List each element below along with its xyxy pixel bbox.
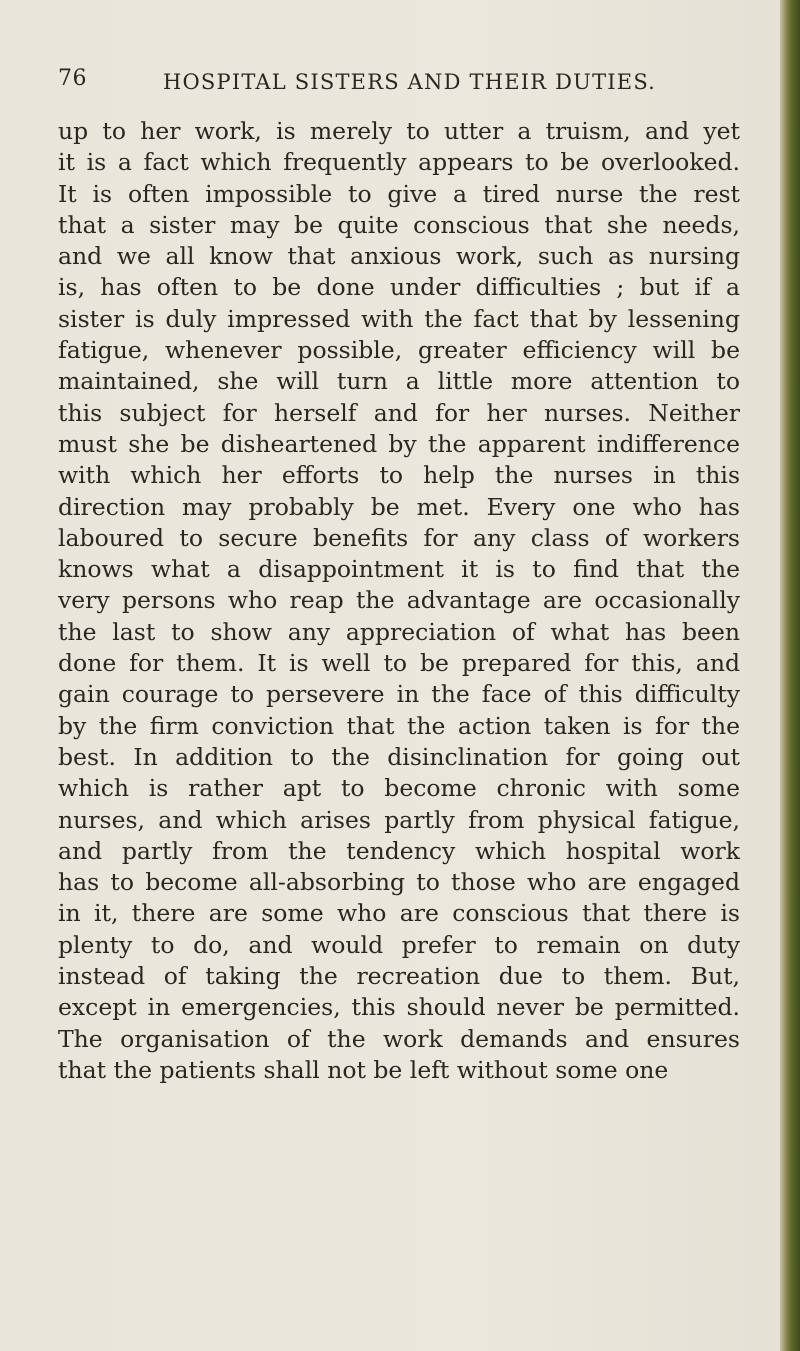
text-line: up to her work, is merely to utter a truism, and yet [58,117,740,145]
text-line: It is often impossible to give a tired nurse the rest [58,179,740,208]
text-line: except in emergencies, this should never be permitted. [58,993,740,1022]
text-line: instead of taking the recreation due to them. But, [58,962,740,991]
page-number: 76 [58,66,87,91]
text-line: knows what a disappointment it is to find that the [58,555,740,584]
text-line: The organisation of the work demands and ensures [58,1024,740,1053]
text-line: with which her efforts to help the nurses in this [58,461,740,490]
text-line: maintained, she will turn a little more attention to [58,367,740,396]
text-line: must she be disheartened by the apparent indifference [58,429,740,458]
text-line: which is rather apt to become chronic with some [58,774,740,803]
page-edge [780,0,800,1351]
text-line: plenty to do, and would prefer to remain on duty [58,930,740,959]
text-line: has to become all-absorbing to those who are engaged [58,868,740,897]
text-line: fatigue, whenever possible, greater efficiency will be [58,336,740,365]
page-header [58,66,758,106]
text-line: sister is duly impressed with the fact that by lessening [58,304,740,333]
text-line: is, has often to be done under difficulties ; but if a [58,273,740,302]
text-line: in it, there are some who are conscious that there is [58,899,740,928]
running-head: HOSPITAL SISTERS AND THEIR DUTIES. [163,70,657,94]
text-line: that a sister may be quite conscious that she needs, [58,210,740,239]
text-line: it is a fact which frequently appears to be overlooked. [58,148,740,177]
text-line: best. In addition to the disinclination for going out [58,742,740,771]
body-text [58,116,740,1086]
text-line: and we all know that anxious work, such as nursing [58,242,740,271]
text-line: this subject for herself and for her nurses. Neither [58,398,740,427]
text-line: direction may probably be met. Every one who has [58,492,740,521]
text-line: that the patients shall not be left without some one [58,1055,669,1084]
text-line: and partly from the tendency which hospital work [58,836,740,865]
text-line: gain courage to persevere in the face of this difficulty [58,680,740,709]
text-line: nurses, and which arises partly from physical fatigue, [58,805,740,834]
text-line: by the firm conviction that the action taken is for the [58,711,740,740]
text-line: laboured to secure benefits for any class of workers [58,523,740,552]
text-line: done for them. It is well to be prepared for this, and [58,649,740,678]
text-line: very persons who reap the advantage are occasionally [58,586,740,615]
text-line: the last to show any appreciation of what has been [58,617,740,646]
